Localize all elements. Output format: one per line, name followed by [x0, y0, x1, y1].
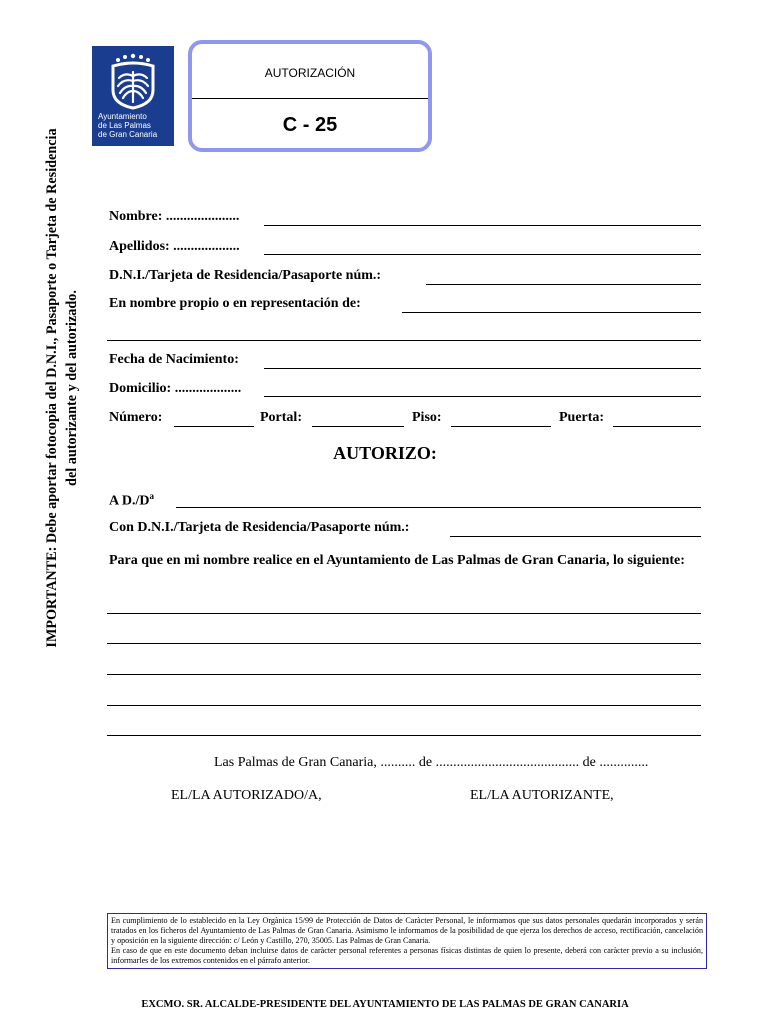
numero-field[interactable] [174, 426, 254, 427]
privacy-notice-paragraph-2: En caso de que en este documento deban incluirse datos de caràcter personal referentes a personas físicas distintas de quien lo presente, deberá con caràcter previo a su inclusión, informarles de los extremos contenidos en el párrafo anterior. [111, 946, 703, 965]
logo-line: Ayuntamiento [98, 112, 147, 121]
puerta-label: Puerta: [559, 410, 605, 425]
place-date-line: Las Palmas de Gran Canaria, .......... de ......................................... de .............. [214, 755, 649, 770]
domicilio-label: Domicilio: ................... [109, 381, 242, 396]
numero-label: Número: [109, 410, 163, 425]
side-note-line-1: IMPORTANTE: Debe aportar fotocopia del D.N.I., Pasaporte o Tarjeta de Residencia [44, 128, 60, 648]
nombre-label: Nombre: ..................... [109, 209, 240, 224]
privacy-notice [107, 913, 707, 969]
puerta-field[interactable] [613, 426, 701, 427]
piso-field[interactable] [451, 426, 551, 427]
purpose-line[interactable] [107, 613, 701, 614]
representacion-label: En nombre propio o en representación de: [109, 296, 361, 311]
purpose-text: Para que en mi nombre realice en el Ayuntamiento de Las Palmas de Gran Canaria, lo siguiente: [109, 553, 685, 568]
authorized-dni-label: Con D.N.I./Tarjeta de Residencia/Pasaporte núm.: [109, 520, 410, 535]
nombre-field[interactable] [264, 225, 701, 226]
ad-label-text: A D./D [109, 493, 150, 509]
apellidos-field[interactable] [264, 254, 701, 255]
purpose-line[interactable] [107, 705, 701, 706]
representacion-field-line-2[interactable] [107, 340, 701, 341]
domicilio-field[interactable] [264, 396, 701, 397]
form-header-box [188, 40, 432, 152]
form-type: AUTORIZACIÓN [264, 66, 356, 80]
representacion-field[interactable] [402, 312, 701, 313]
dni-label: D.N.I./Tarjeta de Residencia/Pasaporte núm.: [109, 268, 382, 283]
header-divider [192, 98, 428, 99]
authorized-dni-field[interactable] [450, 536, 701, 537]
addressee-footer: EXCMO. SR. ALCALDE-PRESIDENTE DEL AYUNTAMIENTO DE LAS PALMAS DE GRAN CANARIA [141, 999, 629, 1010]
piso-label: Piso: [412, 410, 442, 425]
logo-line: de Gran Canaria [98, 130, 158, 139]
portal-field[interactable] [312, 426, 404, 427]
logo-line: de Las Palmas [98, 121, 151, 130]
side-note-line-2: del autorizante y del autorizado. [64, 290, 80, 486]
ad-field[interactable] [176, 507, 701, 508]
ad-label-superscript: a [149, 491, 154, 501]
authorized-signature-label: EL/LA AUTORIZADO/A, [171, 788, 322, 803]
fecha-field[interactable] [264, 368, 701, 369]
purpose-line[interactable] [107, 735, 701, 736]
purpose-line[interactable] [107, 674, 701, 675]
autorizo-title: AUTORIZO: [333, 443, 437, 463]
authorizer-signature-label: EL/LA AUTORIZANTE, [470, 788, 614, 803]
form-code: C - 25 [282, 114, 338, 136]
portal-label: Portal: [260, 410, 302, 425]
ad-label [109, 491, 154, 510]
fecha-label: Fecha de Nacimiento: [109, 352, 239, 367]
apellidos-label: Apellidos: ................... [109, 239, 240, 254]
purpose-line[interactable] [107, 643, 701, 644]
privacy-notice-paragraph-1: En cumplimiento de lo establecido en la Ley Orgànica 15/99 de Protección de Datos de Caràcter Personal, le informamos que sus datos personales quedarán incorporados y serán tratados en los ficheros del Ayuntamiento de Las Palmas de Gran Canaria. Asimismo le informamos de la posibilidad de que ejerza los derechos de acceso, rectificación, cancelación y oposición en la siguiente dirección: c/ León y Castillo, 270, 35005. Las Palmas de Gran Canaria. [111, 916, 703, 945]
dni-field[interactable] [426, 284, 701, 285]
